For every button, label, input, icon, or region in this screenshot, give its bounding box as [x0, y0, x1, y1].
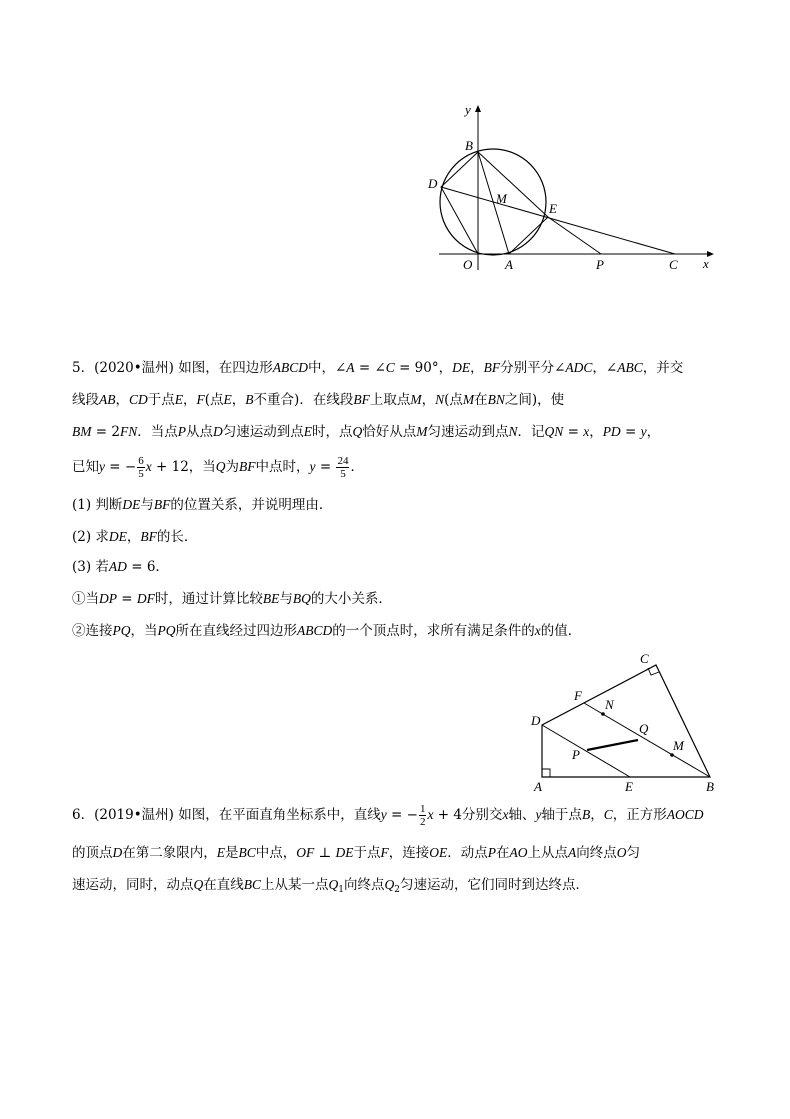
label-C: C [640, 651, 649, 666]
label-O: O [463, 257, 473, 272]
label-D: D [531, 713, 541, 728]
label-C: C [669, 257, 678, 272]
p6-line-3: 速运动，同时，动点Q在直线BC上从某一点$Q_1$向终点$Q_2$匀速运动，它们同时到达终点． [72, 877, 589, 895]
p5-line-1: 5．(2020•温州) 如图，在四边形ABCD中，∠A = ∠C = 90°，DE，BF分别平分∠ADC，∠ABC，并交 [72, 360, 684, 376]
label-P: P [572, 747, 580, 762]
p5-line-4: 已知y = − $\frac{6}{5}$ x + 12，当Q为BF中点时，y = $\frac{24}{5}$ ． [72, 455, 364, 480]
figure-circle-svg [425, 100, 725, 280]
label-B: B [706, 779, 714, 794]
label-x: x [703, 256, 709, 271]
p5-line-2: 线段AB，CD于点E，F(点E，B不重合)．在线段BF上取点M，N(点M在BN之间)，使 [72, 392, 565, 408]
segment-DE [542, 725, 630, 777]
segment-EP [548, 217, 601, 254]
label-P: P [596, 257, 604, 272]
p6-line-1: 6．(2019•温州) 如图，在平面直角坐标系中，直线y = − $\frac{1}{2}$ x + 4分别交x轴、y轴于点B，C，正方形AOCD [72, 803, 704, 828]
label-y: y [465, 102, 471, 117]
label-Q: Q [639, 721, 649, 736]
right-angle-A [542, 769, 550, 777]
figure-quadrilateral [522, 645, 722, 795]
label-A: A [534, 779, 542, 794]
label-F: F [574, 688, 582, 703]
segment-DC [441, 187, 675, 254]
label-M: M [673, 738, 684, 753]
label-B: B [465, 138, 473, 153]
label-D: D [428, 176, 438, 191]
quadrilateral-ABCD [542, 665, 710, 777]
p5-q2: (2) 求DE，BF的长． [72, 529, 198, 545]
figure-circle-coordinate [425, 100, 725, 280]
fraction-1-2: $\frac{1}{2}$ [419, 803, 426, 828]
segment-PQ [587, 740, 638, 750]
point-N [601, 712, 605, 716]
fraction-6-5: $\frac{6}{5}$ [138, 455, 144, 480]
label-E: E [549, 201, 557, 216]
label-M: M [496, 191, 507, 206]
p6-line-2: 的顶点D在第二象限内，E是BC中点，OF ⊥ DE于点F，连接OE．动点P在AO上从点A向终点O匀 [72, 845, 641, 861]
label-E: E [625, 779, 633, 794]
p5-q1: (1) 判断DE与BF的位置关系，并说明理由． [72, 497, 333, 513]
fraction-24-5: $\frac{24}{5}$ [337, 455, 349, 480]
label-N: N [605, 697, 614, 712]
figure-quadrilateral-svg [522, 645, 722, 795]
p5-q3a: ①当DP = DF时，通过计算比较BE与BQ的大小关系． [72, 591, 392, 607]
p5-q3: (3) 若AD = 6． [72, 559, 169, 575]
p5-line-3: BM = 2FN．当点P从点D匀速运动到点E时，点Q恰好从点M匀速运动到点N．记QN = x，PD = y， [72, 424, 661, 440]
p5-q3b: ②连接PQ，当PQ所在直线经过四边形ABCD的一个顶点时，求所有满足条件的x的值． [72, 623, 582, 639]
point-M [670, 753, 674, 757]
label-A: A [505, 257, 513, 272]
